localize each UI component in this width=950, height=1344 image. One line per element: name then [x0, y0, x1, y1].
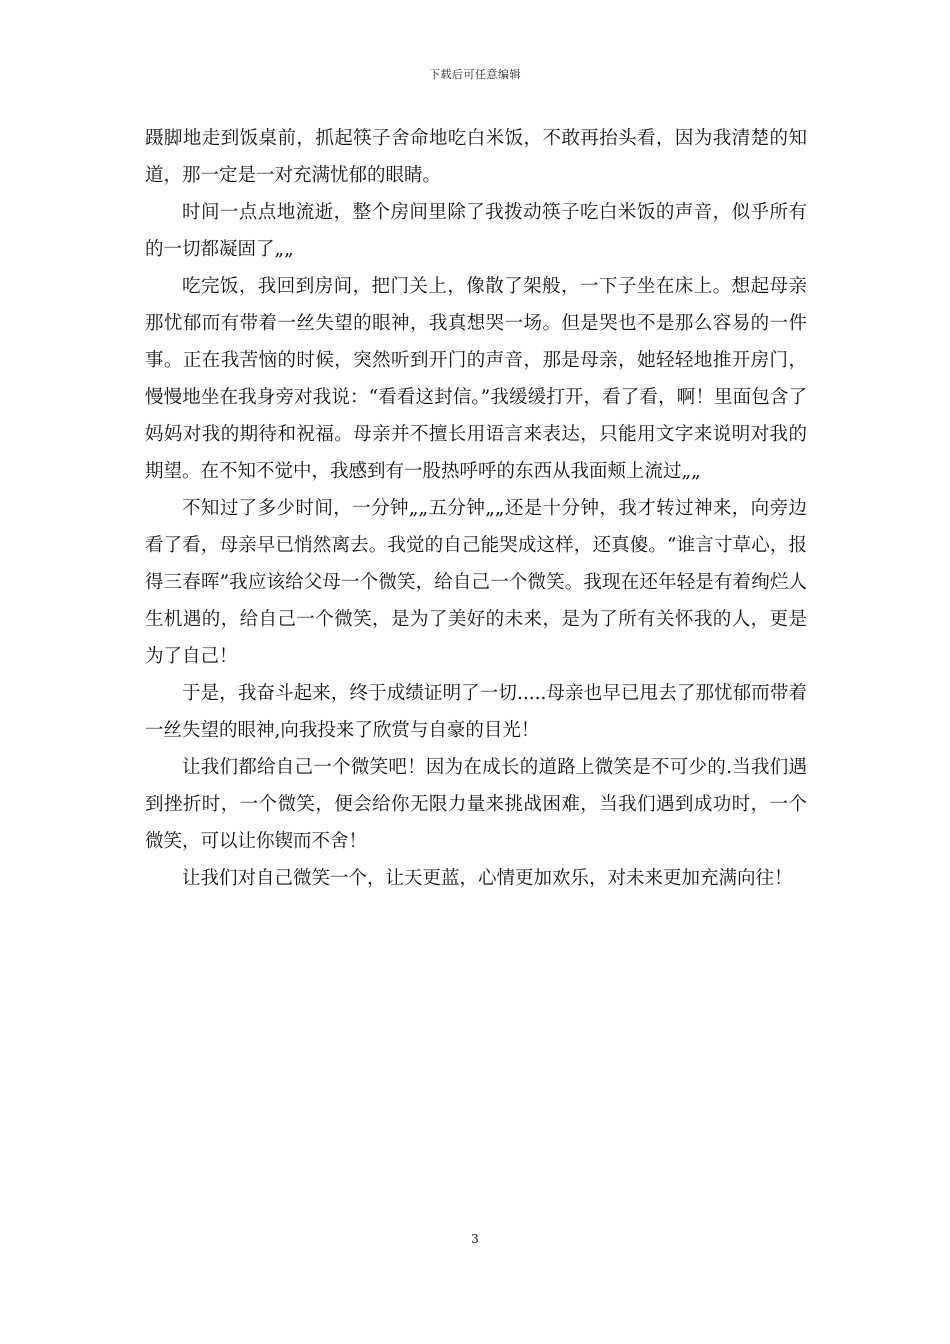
page-header: 下载后可任意编辑	[429, 68, 521, 81]
page-number: 3	[471, 1232, 479, 1246]
paragraph-2: 时间一点点地流逝，整个房间里除了我拨动筷子吃白米饭的声音，似乎所有的一切都凝固了„„	[145, 202, 807, 260]
paragraph-4: 不知过了多少时间，一分钟„„五分钟„„还是十分钟，我才转过神来，向旁边看了看，母亲早已悄然离去。我觉的自己能哭成这样，还真傻。“谁言寸草心，报得三春晖”我应该给父母一个微笑，给自己一个微笑。我现在还年轻是有着绚烂人生机遇的，给自己一个微笑，是为了美好的未来，是为了所有关怀我的人，更是为了自己！	[145, 498, 807, 667]
paragraph-6: 让我们都给自己一个微笑吧！因为在成长的道路上微笑是不可少的.当我们遇到挫折时，一个微笑，便会给你无限力量来挑战困难，当我们遇到成功时，一个微笑，可以让你锲而不舍！	[145, 757, 807, 852]
document-body	[145, 120, 807, 897]
paragraph-5: 于是，我奋斗起来，终于成绩证明了一切.....母亲也早已甩去了那忧郁而带着一丝失望的眼神,向我投来了欣赏与自豪的目光！	[145, 683, 807, 741]
paragraph-7: 让我们对自己微笑一个，让天更蓝，心情更加欢乐，对未来更加充满向往！	[182, 868, 793, 889]
paragraph-1: 蹑脚地走到饭桌前，抓起筷子舍命地吃白米饭，不敢再抬头看，因为我清楚的知道，那一定是一对充满忧郁的眼睛。	[145, 128, 807, 186]
paragraph-3: 吃完饭，我回到房间，把门关上，像散了架般，一下子坐在床上。想起母亲那忧郁而有带着一丝失望的眼神，我真想哭一场。但是哭也不是那么容易的一件事。正在我苦恼的时候，突然听到开门的声音，那是母亲，她轻轻地推开房门，慢慢地坐在我身旁对我说：“看看这封信。”我缓缓打开，看了看，啊！里面包含了妈妈对我的期待和祝福。母亲并不擅长用语言来表达，只能用文字来说明对我的期望。在不知不觉中，我感到有一股热呼呼的东西从我面颊上流过„„	[145, 276, 807, 482]
